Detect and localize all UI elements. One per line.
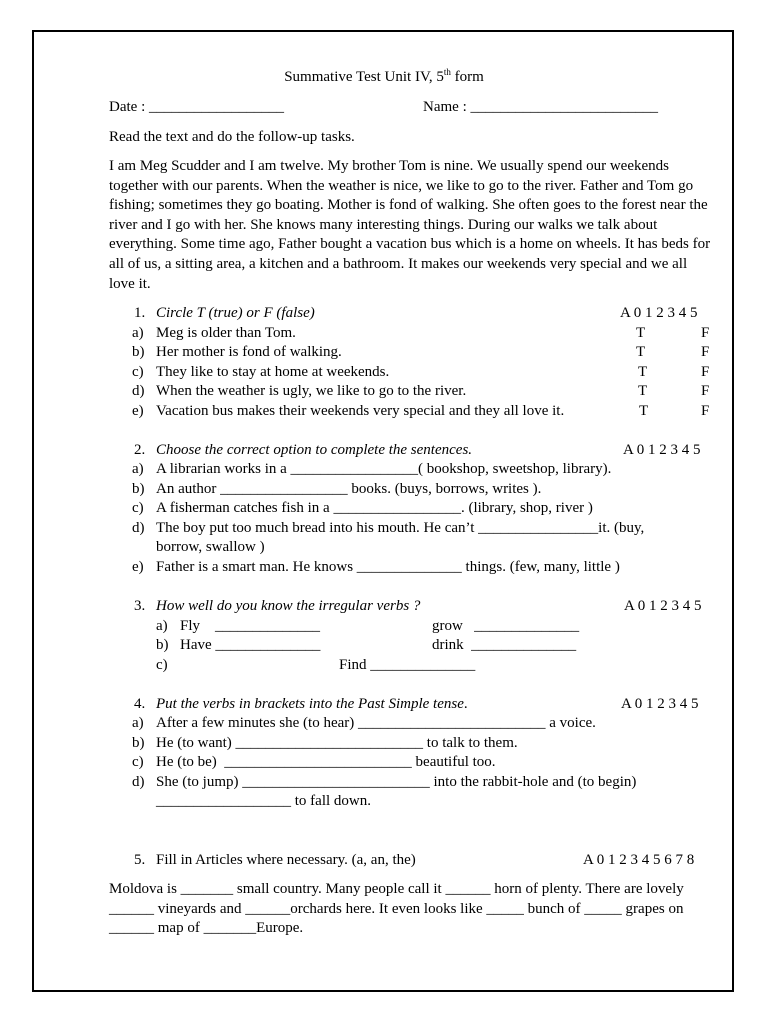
task3-score: A 0 1 2 3 4 5 xyxy=(624,598,702,614)
task1-heading: Circle T (true) or F (false) xyxy=(156,305,315,321)
task2-item-text-continued: borrow, swallow ) xyxy=(156,539,265,555)
task4-item-text-continued: __________________ to fall down. xyxy=(156,793,371,809)
task2-item-letter: c) xyxy=(132,500,144,516)
false-option[interactable]: F xyxy=(701,403,710,419)
task2-item-text: An author _________________ books. (buys, borrows, writes ). xyxy=(156,481,542,497)
true-option[interactable]: T xyxy=(638,364,648,380)
true-option[interactable]: T xyxy=(636,344,646,360)
task2-heading: Choose the correct option to complete the sentences. xyxy=(156,442,473,458)
task2-item-text: A fisherman catches fish in a _________________. (library, shop, river ) xyxy=(156,500,593,516)
task2-item-letter: d) xyxy=(132,520,145,536)
task4-item-text: She (to jump) _________________________ into the rabbit-hole and (to begin) xyxy=(156,774,637,790)
task4-item-letter: b) xyxy=(132,735,145,751)
task1-item-letter: a) xyxy=(132,325,144,341)
task1-score: A 0 1 2 3 4 5 xyxy=(620,305,698,321)
task1-item-text: Meg is older than Tom. xyxy=(156,325,296,341)
true-option[interactable]: T xyxy=(639,403,649,419)
task4-number: 4. xyxy=(134,696,146,712)
name-field: Name : _________________________ xyxy=(423,99,658,115)
verb-blank: Find ______________ xyxy=(339,657,476,673)
task4-item-text: He (to want) _________________________ to talk to them. xyxy=(156,735,518,751)
task1-item-letter: e) xyxy=(132,403,144,419)
false-option[interactable]: F xyxy=(701,383,710,399)
page-title: Summative Test Unit IV, 5th form xyxy=(284,67,484,85)
task1-item-text: Vacation bus makes their weekends very special and they all love it. xyxy=(156,403,565,419)
task3-row-letter: b) xyxy=(156,637,169,653)
task1-item-letter: b) xyxy=(132,344,145,360)
verb-blank: Fly ______________ xyxy=(180,618,321,634)
task3-row-letter: c) xyxy=(156,657,168,673)
task1-item-letter: c) xyxy=(132,364,144,380)
task5-heading: Fill in Articles where necessary. (a, an, the) xyxy=(156,852,416,868)
task3-number: 3. xyxy=(134,598,146,614)
false-option[interactable]: F xyxy=(701,325,710,341)
true-option[interactable]: T xyxy=(638,383,648,399)
verb-blank: drink ______________ xyxy=(432,637,577,653)
task5-score: A 0 1 2 3 4 5 6 7 8 xyxy=(583,852,695,868)
task4-item-letter: a) xyxy=(132,715,144,731)
task1-number: 1. xyxy=(134,305,146,321)
task4-item-text: He (to be) _________________________ beautiful too. xyxy=(156,754,496,770)
verb-blank: Have ______________ xyxy=(180,637,321,653)
instruction-text: Read the text and do the follow-up tasks. xyxy=(109,129,355,145)
task4-item-letter: d) xyxy=(132,774,145,790)
reading-passage: I am Meg Scudder and I am twelve. My brother Tom is nine. We usually spend our weekends together with our parents. When the weather is nice, we like to go to the river. Father and Tom go fishing; sometimes they go boating. Mother is fond of walking. She often goes to the forest near the river and I go with her. She knows many interesting things. During our walks we talk about everything. Some time ago, Father bought a vacation bus which is a home on wheels. It has beds for all of us, a sitting area, a kitchen and a bathroom. It makes our weekends very special and we all love it. xyxy=(109,158,711,292)
date-field: Date : __________________ xyxy=(109,99,284,115)
task2-item-text: A librarian works in a _________________( bookshop, sweetshop, library). xyxy=(156,461,612,477)
task2-item-letter: b) xyxy=(132,481,145,497)
task1-item-letter: d) xyxy=(132,383,145,399)
articles-passage: Moldova is _______ small country. Many people call it ______ horn of plenty. There are lovely ______ vineyards and ______orchards here. It even looks like _____ bunch of _____ grapes on ______ map of _______Europe. xyxy=(109,881,684,937)
task2-item-letter: a) xyxy=(132,461,144,477)
false-option[interactable]: F xyxy=(701,364,710,380)
task3-row-letter: a) xyxy=(156,618,168,634)
task4-item-text: After a few minutes she (to hear) _________________________ a voice. xyxy=(156,715,596,731)
task2-number: 2. xyxy=(134,442,146,458)
task2-item-letter: e) xyxy=(132,559,144,575)
task5-number: 5. xyxy=(134,852,146,868)
task1-item-text: Her mother is fond of walking. xyxy=(156,344,342,360)
task3-heading: How well do you know the irregular verbs ? xyxy=(156,598,421,614)
task1-item-text: When the weather is ugly, we like to go to the river. xyxy=(156,383,467,399)
task4-item-letter: c) xyxy=(132,754,144,770)
task4-score: A 0 1 2 3 4 5 xyxy=(621,696,699,712)
task4-heading: Put the verbs in brackets into the Past Simple tense. xyxy=(156,696,468,712)
true-option[interactable]: T xyxy=(636,325,646,341)
verb-blank: grow ______________ xyxy=(432,618,580,634)
task2-item-text: Father is a smart man. He knows ______________ things. (few, many, little ) xyxy=(156,559,620,575)
task2-score: A 0 1 2 3 4 5 xyxy=(623,442,701,458)
task1-item-text: They like to stay at home at weekends. xyxy=(156,364,390,380)
task2-item-text: The boy put too much bread into his mouth. He can’t ________________it. (buy, xyxy=(156,520,645,536)
false-option[interactable]: F xyxy=(701,344,710,360)
